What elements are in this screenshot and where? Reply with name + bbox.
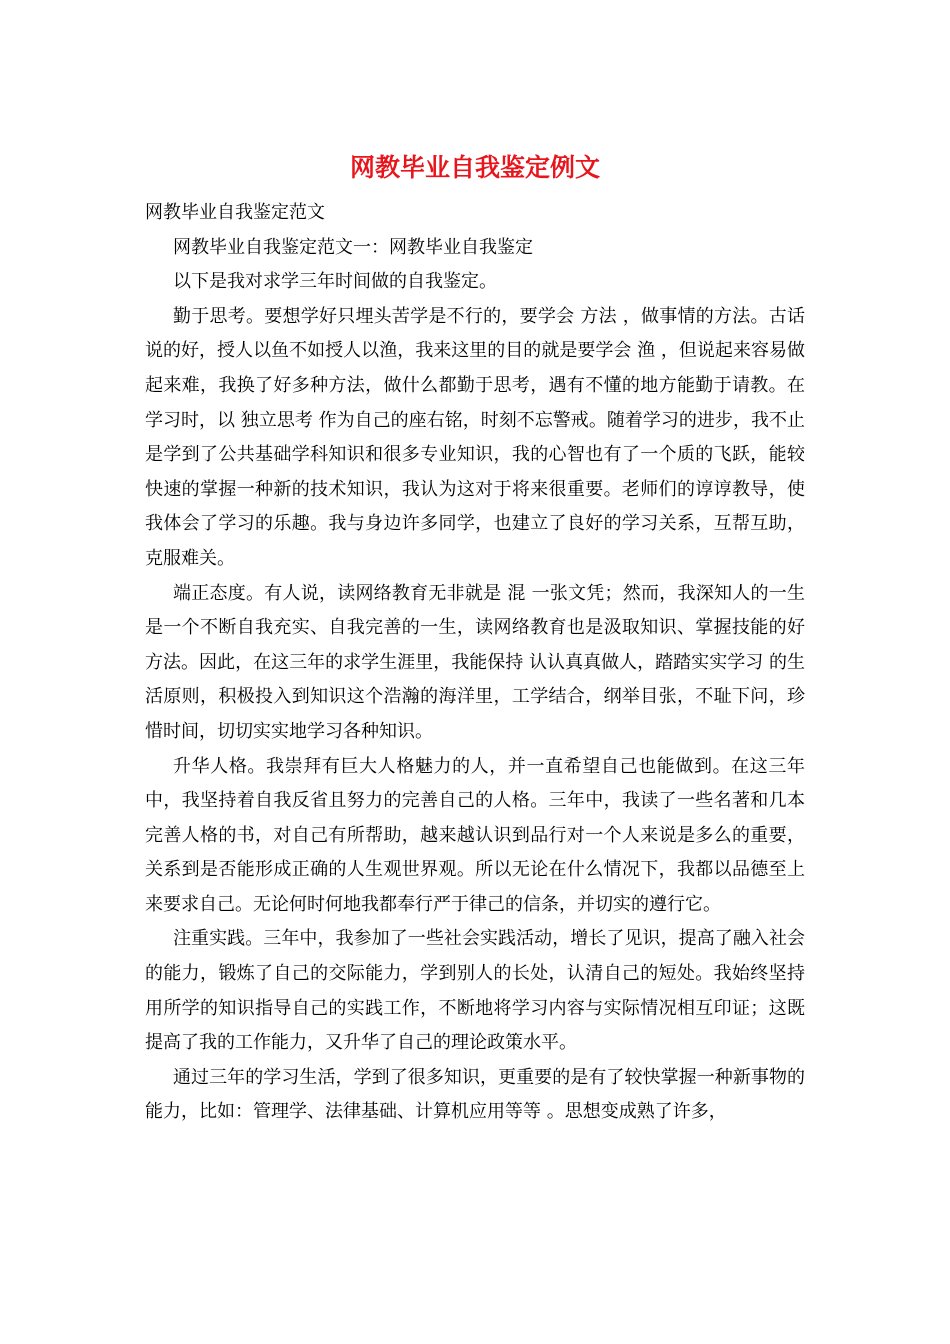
document-title: 网教毕业自我鉴定例文 <box>349 153 600 182</box>
intro-paragraph: 以下是我对求学三年时间做的自我鉴定。 <box>173 271 497 293</box>
article-subtitle: 网教毕业自我鉴定范文一：网教毕业自我鉴定 <box>173 236 533 258</box>
document-body <box>145 196 805 1130</box>
paragraph-thinking: 勤于思考。要想学好只埋头苦学是不行的，要学会 方法 ，做事情的方法。古话说的好，授人以鱼不如授人以渔，我来这里的目的就是要学会 渔 ，但说起来容易做起来难，我换了好多种方法，做什么都勤于思考，遇有不懂的地方能勤于请教。在学习时，以 独立思考 作为自己的座右铭，时刻不忘警戒。随着学习的进步，我不止是学到了公共基础学科知识和很多专业知识，我的心智也有了一个质的飞跃，能较快速的掌握一种新的技术知识，我认为这对于将来很重要。老师们的谆谆教导，使我体会了学习的乐趣。我与身边许多同学，也建立了良好的学习关系，互帮互助，克服难关。 <box>145 305 805 569</box>
paragraph-practice: 注重实践。三年中，我参加了一些社会实践活动，增长了见识，提高了融入社会的能力，锻炼了自己的交际能力，学到别人的长处，认清自己的短处。我始终坚持用所学的知识指导自己的实践工作，不断地将学习内容与实际情况相互印证；这既提高了我的工作能力，又升华了自己的理论政策水平。 <box>145 928 805 1054</box>
paragraph-summary: 通过三年的学习生活，学到了很多知识，更重要的是有了较快掌握一种新事物的能力，比如：管理学、法律基础、计算机应用等等 。思想变成熟了许多， <box>145 1066 805 1123</box>
paragraph-character: 升华人格。我崇拜有巨大人格魅力的人，并一直希望自己也能做到。在这三年中，我坚持着自我反省且努力的完善自己的人格。三年中，我读了一些名著和几本完善人格的书，对自己有所帮助，越来越认识到品行对一个人来说是多么的重要，关系到是否能形成正确的人生观世界观。所以无论在什么情况下，我都以品德至上来要求自己。无论何时何地我都奉行严于律己的信条，并切实的遵行它。 <box>145 755 805 915</box>
paragraph-attitude: 端正态度。有人说，读网络教育无非就是 混 一张文凭；然而，我深知人的一生是一个不断自我充实、自我完善的一生，读网络教育也是汲取知识、掌握技能的好方法。因此，在这三年的求学生涯里，我能保持 认认真真做人，踏踏实实学习 的生活原则，积极投入到知识这个浩瀚的海洋里，工学结合，纲举目张，不耻下问，珍惜时间，切切实实地学习各种知识。 <box>145 582 805 742</box>
section-heading: 网教毕业自我鉴定范文 <box>145 202 325 223</box>
